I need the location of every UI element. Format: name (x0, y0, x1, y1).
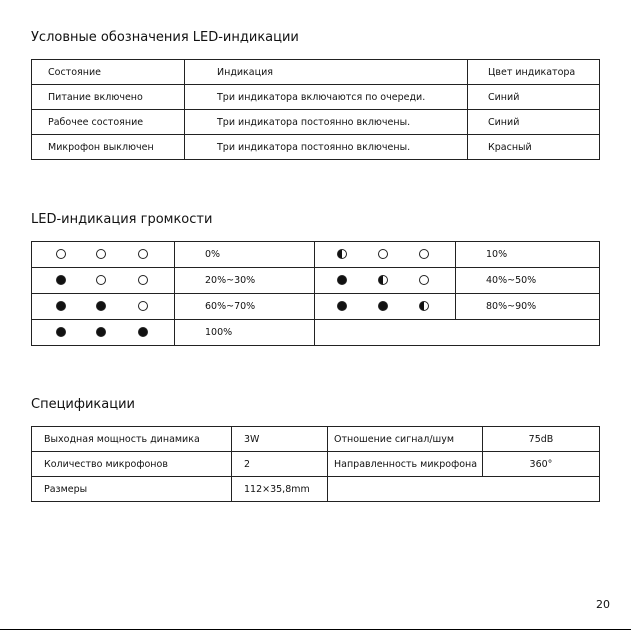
left-indicator-dots (32, 268, 175, 294)
legend-header-row (32, 60, 600, 85)
volume-empty-cell (315, 320, 600, 346)
led-half-icon (378, 275, 388, 285)
volume-level-label: 40%~50% (456, 268, 600, 294)
led-empty-icon (419, 275, 429, 285)
footer-divider (0, 629, 631, 630)
legend-indication: Три индикатора постоянно включены. (185, 110, 468, 135)
volume-level-label: 60%~70% (175, 294, 315, 320)
volume-level-label: 0% (175, 242, 315, 268)
volume-table (31, 241, 600, 346)
legend-color: Красный (468, 135, 600, 160)
led-full-icon (378, 301, 388, 311)
volume-level-label: 100% (175, 320, 315, 346)
led-empty-icon (96, 275, 106, 285)
table-row (32, 427, 600, 452)
table-row (32, 477, 600, 502)
spec-value: 75dB (483, 427, 600, 452)
led-empty-icon (138, 249, 148, 259)
led-half-icon (337, 249, 347, 259)
right-indicator-dots (315, 294, 456, 320)
legend-title: Условные обозначения LED-индикации (31, 30, 299, 45)
led-empty-icon (419, 249, 429, 259)
spec-label: Отношение сигнал/шум (328, 427, 483, 452)
spec-empty-cell (328, 477, 600, 502)
spec-value: 3W (232, 427, 328, 452)
volume-level-label: 80%~90% (456, 294, 600, 320)
table-row (32, 452, 600, 477)
legend-color: Синий (468, 85, 600, 110)
led-empty-icon (138, 301, 148, 311)
volume-title: LED-индикация громкости (31, 212, 213, 227)
left-indicator-dots (32, 294, 175, 320)
led-full-icon (56, 327, 66, 337)
led-full-icon (56, 275, 66, 285)
legend-state: Питание включено (32, 85, 185, 110)
left-indicator-dots (32, 320, 175, 346)
volume-row (32, 268, 600, 294)
spec-label: Направленность микрофона (328, 452, 483, 477)
table-row (32, 85, 600, 110)
spec-label: Размеры (32, 477, 232, 502)
legend-state: Микрофон выключен (32, 135, 185, 160)
led-empty-icon (378, 249, 388, 259)
table-row (32, 110, 600, 135)
volume-row (32, 320, 600, 346)
led-full-icon (337, 301, 347, 311)
legend-state: Рабочее состояние (32, 110, 185, 135)
legend-header-state: Состояние (32, 60, 185, 85)
led-full-icon (96, 327, 106, 337)
right-indicator-dots (315, 268, 456, 294)
legend-indication: Три индикатора включаются по очереди. (185, 85, 468, 110)
legend-color: Синий (468, 110, 600, 135)
right-indicator-dots (315, 242, 456, 268)
volume-level-label: 20%~30% (175, 268, 315, 294)
volume-row (32, 242, 600, 268)
legend-header-indication: Индикация (185, 60, 468, 85)
spec-label: Количество микрофонов (32, 452, 232, 477)
specs-table (31, 426, 600, 502)
led-full-icon (138, 327, 148, 337)
led-full-icon (96, 301, 106, 311)
spec-value: 112×35,8mm (232, 477, 328, 502)
volume-level-label: 10% (456, 242, 600, 268)
left-indicator-dots (32, 242, 175, 268)
table-row (32, 135, 600, 160)
page-number: 20 (596, 598, 610, 611)
led-empty-icon (96, 249, 106, 259)
spec-value: 2 (232, 452, 328, 477)
led-empty-icon (56, 249, 66, 259)
legend-header-color: Цвет индикатора (468, 60, 600, 85)
spec-value: 360° (483, 452, 600, 477)
specs-title: Спецификации (31, 397, 135, 412)
led-full-icon (337, 275, 347, 285)
led-half-icon (419, 301, 429, 311)
legend-table (31, 59, 600, 160)
led-empty-icon (138, 275, 148, 285)
volume-row (32, 294, 600, 320)
legend-indication: Три индикатора постоянно включены. (185, 135, 468, 160)
spec-label: Выходная мощность динамика (32, 427, 232, 452)
led-full-icon (56, 301, 66, 311)
